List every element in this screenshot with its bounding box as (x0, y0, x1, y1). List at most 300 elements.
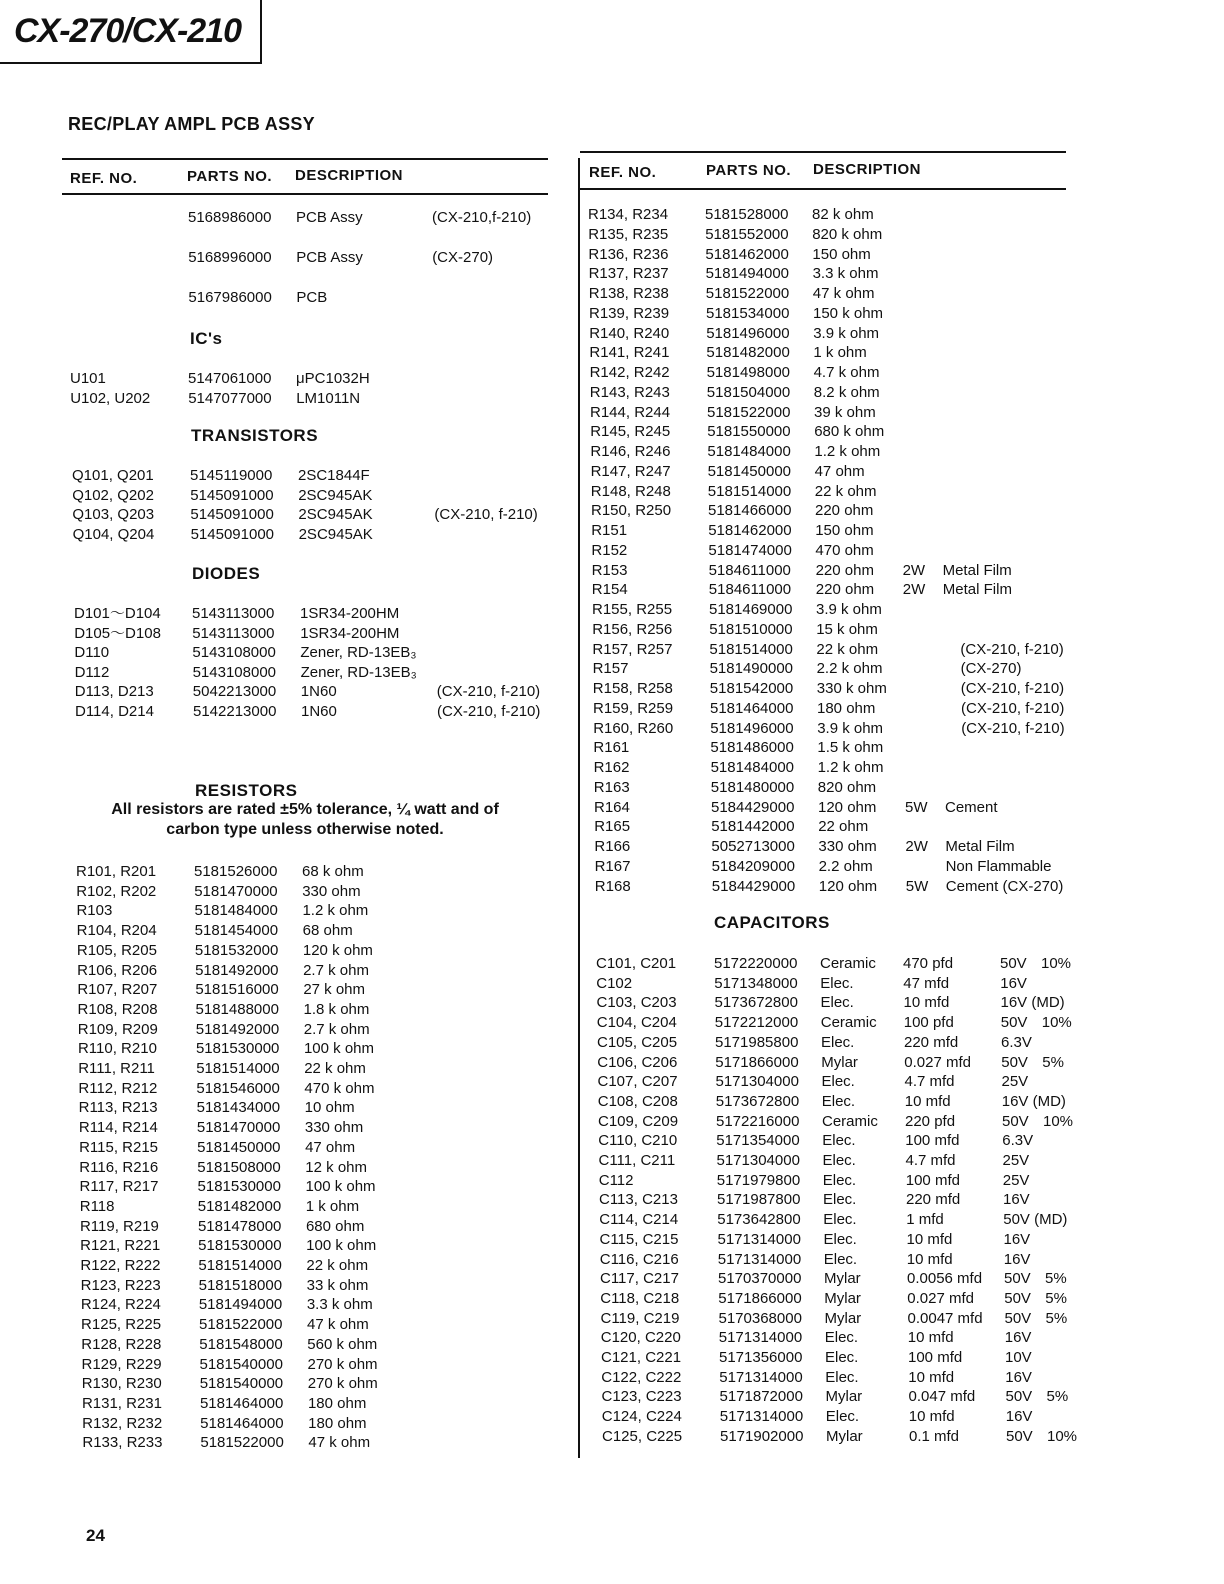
parts-no: 5184209000 (711, 857, 796, 875)
description: 47 k ohm (308, 1434, 371, 1452)
left-header-top-rule (62, 158, 548, 160)
parts-no: 5181478000 (197, 1217, 282, 1235)
ref-no: R105, R205 (76, 941, 157, 959)
note: (CX-210, f-210) (961, 719, 1065, 737)
note: Cement (CX-270) (945, 877, 1064, 895)
parts-no: 5181504000 (706, 383, 791, 401)
parts-no: 5181464000 (710, 699, 794, 717)
parts-no: 5170370000 (718, 1270, 802, 1288)
description: 100 k ohm (303, 1040, 375, 1058)
ref-no: C108, C208 (597, 1092, 678, 1110)
note: (CX-270) (960, 660, 1022, 678)
parts-no: 5147077000 (188, 389, 272, 407)
note: Non Flammable (945, 857, 1052, 875)
cap-type: Elec. (825, 1368, 859, 1386)
cap-type: Mylar (825, 1388, 863, 1406)
parts-no: 5181514000 (707, 482, 792, 500)
ref-no: R157 (592, 660, 629, 678)
cap-type: Elec. (822, 1132, 856, 1150)
note: (CX-270) (432, 249, 494, 266)
description: 120 ohm (818, 877, 878, 895)
description: 1SR34-200HM (300, 605, 400, 622)
ref-no: Q102, Q202 (72, 486, 154, 504)
ref-no: R133, R233 (82, 1434, 163, 1452)
description: 2SC945AK (298, 506, 373, 524)
description: 1.2 k ohm (817, 759, 884, 776)
cap-type: Elec. (820, 994, 854, 1012)
cap-type: Mylar (824, 1270, 861, 1288)
ref-no: R115, R215 (79, 1138, 159, 1156)
parts-no: 5171314000 (718, 1329, 803, 1347)
description: 1.8 k ohm (303, 1000, 370, 1018)
description: 120 k ohm (302, 941, 373, 959)
voltage: 50V (1002, 1112, 1029, 1130)
ref-no: R152 (591, 541, 628, 559)
ref-no: R118 (79, 1197, 115, 1215)
parts-no: 5171304000 (716, 1152, 800, 1169)
parts-no: 5052713000 (711, 838, 795, 855)
description: 68 k ohm (302, 863, 364, 880)
spec: 2W (905, 838, 928, 855)
parts-no: 5171356000 (719, 1349, 803, 1366)
tolerance: 5% (1042, 1053, 1064, 1071)
description: 22 k ohm (814, 482, 877, 500)
cap-value: 10 mfd (906, 1230, 953, 1248)
ref-no: R159, R259 (593, 699, 674, 717)
voltage: 16V (1000, 974, 1027, 992)
ref-no: R148, R248 (590, 482, 671, 500)
description: 680 k ohm (814, 423, 885, 441)
parts-no: 5181522000 (200, 1434, 284, 1452)
description: 68 ohm (302, 922, 353, 940)
parts-no: 5143113000 (192, 605, 275, 622)
parts-no: 5170368000 (718, 1309, 802, 1327)
ref-no: R104, R204 (76, 922, 157, 940)
parts-no: 5181550000 (707, 423, 791, 441)
parts-no: 5181482000 (706, 344, 790, 362)
right-col-ref: REF. NO. (589, 164, 657, 181)
ref-no: R109, R209 (77, 1020, 158, 1038)
ref-no: R150, R250 (591, 502, 672, 520)
description: 82 k ohm (812, 206, 874, 223)
description: 3.3 k ohm (306, 1296, 373, 1314)
ics-heading: IC's (190, 329, 223, 348)
parts-no: 5181442000 (711, 818, 795, 836)
parts-no: 5173642800 (717, 1211, 801, 1229)
parts-no: 5181434000 (196, 1099, 281, 1117)
voltage: 16V (1003, 1230, 1031, 1248)
description: 2SC1844F (298, 467, 370, 484)
ref-no: R124, R224 (80, 1296, 161, 1314)
description: 100 k ohm (306, 1237, 377, 1255)
description: 820 ohm (817, 778, 877, 796)
tolerance: 5% (1045, 1270, 1067, 1288)
parts-no: 5181492000 (195, 1020, 280, 1038)
description: Zener, RD-13EB₃ (300, 644, 417, 662)
parts-no: 5181516000 (195, 981, 279, 999)
ref-no: R141, R241 (589, 344, 670, 362)
description: 15 k ohm (816, 620, 878, 638)
ref-no: R110, R210 (77, 1040, 157, 1058)
voltage: 50V (1000, 1014, 1028, 1032)
parts-no: 5145119000 (190, 467, 273, 484)
ref-no: R108, R208 (77, 1000, 158, 1018)
ref-no: R165 (594, 818, 631, 836)
cap-type: Mylar (824, 1289, 861, 1307)
description: 22 k ohm (304, 1060, 366, 1077)
tolerance: 10% (1041, 1014, 1072, 1032)
description: 3.3 k ohm (812, 265, 879, 283)
voltage: 50V (1001, 1053, 1028, 1071)
parts-no: 5168986000 (188, 209, 272, 226)
parts-no: 5181486000 (710, 739, 794, 757)
description: 47 ohm (305, 1138, 356, 1156)
cap-type: Elec. (825, 1349, 859, 1366)
parts-no: 5181482000 (197, 1197, 282, 1215)
parts-no: 5181494000 (705, 265, 790, 283)
cap-type: Ceramic (822, 1112, 878, 1130)
description: 220 ohm (815, 581, 875, 599)
description: 47 ohm (814, 462, 865, 480)
cap-value: 220 pfd (905, 1112, 956, 1130)
parts-no: 5181530000 (197, 1178, 281, 1196)
parts-no: 5171348000 (714, 974, 798, 992)
ref-no: R142, R242 (589, 364, 670, 381)
parts-no: 5181542000 (709, 680, 794, 697)
parts-no: 5181540000 (199, 1355, 283, 1373)
description: PCB Assy (296, 249, 363, 266)
ref-no: D105～D108 (74, 624, 161, 642)
cap-value: 47 mfd (903, 974, 950, 992)
parts-no: 5167986000 (188, 289, 272, 306)
ref-no: C101, C201 (596, 955, 677, 972)
transistors-heading: TRANSISTORS (191, 426, 319, 445)
ref-no: R125, R225 (81, 1316, 162, 1334)
parts-no: 5143113000 (192, 624, 275, 642)
description: 680 ohm (305, 1217, 365, 1235)
ref-no: R160, R260 (593, 719, 674, 737)
voltage: 10V (1005, 1349, 1032, 1366)
ref-no: R135, R235 (588, 225, 669, 243)
voltage: 25V (1002, 1171, 1030, 1189)
ref-no: R138, R238 (588, 285, 669, 302)
parts-no: 5181462000 (705, 245, 789, 263)
description: 1 k ohm (305, 1197, 360, 1215)
ref-no: C122, C222 (601, 1368, 682, 1386)
cap-value: 0.0056 mfd (907, 1270, 983, 1288)
parts-no: 5181498000 (706, 364, 791, 381)
ref-no: C111, C211 (598, 1152, 676, 1169)
ref-no: R163 (593, 778, 630, 796)
page-number: 24 (86, 1526, 105, 1545)
description: 270 k ohm (307, 1375, 378, 1393)
voltage: 25V (1002, 1152, 1030, 1169)
voltage: 50V (1004, 1270, 1031, 1288)
description: 470 k ohm (304, 1079, 375, 1097)
ref-no: R156, R256 (592, 620, 673, 638)
description: 22 k ohm (306, 1257, 369, 1274)
cap-value: 470 pfd (903, 955, 954, 972)
parts-no: 5181514000 (196, 1060, 280, 1077)
ref-no: R161 (593, 739, 630, 757)
voltage: 50V (1004, 1309, 1032, 1327)
parts-no: 5181464000 (199, 1394, 284, 1412)
ref-no: U101 (70, 370, 106, 387)
parts-no: 5181540000 (199, 1375, 284, 1393)
ref-no: D101～D104 (74, 605, 161, 622)
parts-no: 5181534000 (706, 304, 790, 322)
description: 2.7 k ohm (303, 961, 369, 979)
parts-no: 5181548000 (199, 1335, 283, 1353)
cap-value: 10 mfd (907, 1329, 954, 1347)
parts-no: 5184611000 (708, 561, 791, 579)
parts-no: 5181496000 (710, 719, 794, 737)
parts-no: 5184429000 (711, 877, 796, 895)
ref-no: C105, C205 (597, 1033, 678, 1051)
parts-no: 5181514000 (198, 1257, 282, 1274)
description: 330 k ohm (816, 680, 887, 697)
cap-type: Elec. (821, 1092, 856, 1110)
ref-no: C119, C219 (600, 1309, 680, 1327)
voltage: 16V (1003, 1191, 1030, 1209)
resistors-note-line-1: All resistors are rated ±5% tolerance, ¼ watt and of (111, 801, 499, 818)
parts-no: 5145091000 (190, 525, 275, 543)
ref-no: R112, R212 (78, 1079, 158, 1097)
description: 3.9 k ohm (813, 324, 880, 342)
description: 39 k ohm (814, 403, 876, 421)
parts-no: 5181532000 (194, 941, 279, 959)
cap-type: Elec. (821, 1073, 855, 1091)
parts-no: 5172212000 (714, 1014, 799, 1032)
parts-no: 5171314000 (719, 1408, 804, 1426)
resistors-heading: RESISTORS (195, 781, 298, 800)
ref-no: R119, R219 (79, 1217, 159, 1235)
cap-type: Elec. (821, 1033, 855, 1051)
ref-no: R117, R217 (79, 1178, 159, 1196)
ref-no: R144, R244 (590, 403, 671, 421)
voltage: 50V (1006, 1427, 1033, 1445)
cap-value: 10 mfd (906, 1250, 953, 1268)
description: 100 k ohm (305, 1178, 376, 1196)
parts-no: 5181522000 (199, 1316, 283, 1334)
ref-no: C104, C204 (596, 1014, 677, 1032)
right-col-desc: DESCRIPTION (813, 161, 922, 178)
ref-no: R143, R243 (589, 383, 670, 401)
description: 2.7 k ohm (303, 1020, 370, 1038)
description: 3.9 k ohm (817, 719, 884, 737)
ref-no: R136, R236 (588, 245, 669, 263)
cap-value: 10 mfd (904, 1092, 951, 1110)
ref-no: C118, C218 (600, 1289, 680, 1307)
parts-no: 5145091000 (190, 486, 274, 504)
ref-no: R129, R229 (81, 1355, 162, 1373)
description: 27 k ohm (303, 981, 366, 999)
parts-no: 5184611000 (708, 581, 792, 599)
ref-no: R111, R211 (78, 1060, 155, 1077)
tolerance: 10% (1047, 1427, 1078, 1445)
ref-no: R101, R201 (76, 863, 157, 880)
description: 820 k ohm (812, 225, 883, 243)
description: 270 k ohm (307, 1355, 378, 1373)
ref-no: R103 (76, 902, 113, 920)
ref-no: C114, C214 (599, 1211, 679, 1229)
parts-no: 5181546000 (196, 1079, 280, 1097)
right-header-bottom-rule (580, 188, 1066, 190)
parts-no: 5181450000 (197, 1138, 281, 1156)
ref-no: R155, R255 (592, 601, 673, 618)
description: 330 ohm (304, 1119, 364, 1137)
description: 180 ohm (308, 1414, 367, 1432)
parts-no: 5181522000 (707, 403, 791, 421)
ref-no: C120, C220 (600, 1329, 681, 1347)
ref-no: C110, C210 (598, 1132, 678, 1150)
parts-no: 5181518000 (198, 1276, 283, 1294)
parts-no: 5181484000 (710, 759, 795, 776)
tolerance: 5% (1046, 1388, 1069, 1406)
cap-value: 0.027 mfd (904, 1053, 971, 1071)
ref-no: R113, R213 (78, 1099, 158, 1117)
description: 330 ohm (818, 838, 877, 855)
cap-type: Elec. (823, 1211, 857, 1229)
description: 4.7 k ohm (813, 364, 880, 381)
voltage: 16V (1005, 1408, 1033, 1426)
ref-no: Q101, Q201 (72, 467, 154, 484)
parts-no: 5171314000 (717, 1230, 801, 1248)
description: 33 k ohm (306, 1276, 369, 1294)
description: 1 k ohm (813, 344, 867, 362)
description: 1SR34-200HM (300, 624, 400, 642)
parts-no: 5181484000 (707, 443, 791, 460)
ref-no: R116, R216 (79, 1158, 159, 1176)
note: (CX-210, f-210) (961, 699, 1065, 717)
ref-no: R131, R231 (81, 1394, 162, 1412)
parts-no: 5173672800 (714, 994, 798, 1012)
spec: 5W (905, 877, 929, 895)
parts-no: 5173672800 (715, 1092, 800, 1110)
parts-no: 5181469000 (709, 601, 793, 618)
cap-type: Elec. (824, 1329, 859, 1347)
cap-value: 4.7 mfd (905, 1152, 956, 1169)
ref-no: C113, C213 (599, 1191, 678, 1209)
ref-no: R106, R206 (77, 961, 158, 979)
description: 1.2 k ohm (302, 902, 369, 920)
cap-type: Elec. (823, 1230, 857, 1248)
voltage: 16V (1004, 1329, 1032, 1347)
parts-no: 5184429000 (711, 798, 795, 816)
ref-no: R102, R202 (76, 882, 157, 900)
cap-type: Elec. (822, 1171, 857, 1189)
description: 220 ohm (815, 502, 874, 520)
parts-no: 5168996000 (188, 249, 272, 266)
ref-no: C121, C221 (601, 1349, 682, 1366)
cap-type: Ceramic (820, 1014, 877, 1032)
description: 220 ohm (815, 561, 874, 579)
voltage: 50V (1005, 1388, 1033, 1406)
cap-value: 10 mfd (908, 1368, 955, 1386)
parts-no: 5145091000 (190, 506, 274, 524)
parts-no: 5181514000 (709, 640, 793, 658)
parts-no: 5172216000 (716, 1112, 800, 1130)
cap-type: Mylar (824, 1309, 862, 1327)
voltage: 16V (1003, 1250, 1031, 1268)
cap-value: 1 mfd (906, 1211, 944, 1229)
column-divider (578, 158, 580, 1458)
parts-no: 5181508000 (197, 1158, 281, 1176)
ref-no: C103, C203 (596, 994, 677, 1012)
cap-type: Ceramic (820, 955, 876, 972)
cap-value: 100 mfd (905, 1171, 960, 1189)
ref-no: R145, R245 (590, 423, 671, 441)
parts-no: 5171866000 (718, 1289, 802, 1307)
parts-no: 5172220000 (714, 955, 798, 972)
cap-type: Elec. (820, 974, 854, 992)
spec: 5W (905, 798, 928, 816)
parts-no: 5181474000 (708, 541, 792, 559)
ref-no: D110 (74, 644, 110, 662)
left-col-parts: PARTS NO. (187, 168, 273, 185)
description: 150 ohm (812, 245, 871, 263)
ref-no: R166 (594, 838, 631, 855)
parts-no: 5147061000 (188, 370, 272, 387)
ref-no: C117, C217 (600, 1270, 679, 1288)
right-header-top-rule (580, 151, 1066, 153)
parts-no: 5143108000 (192, 644, 276, 662)
parts-no: 5181470000 (194, 882, 278, 900)
parts-no: 5181492000 (195, 961, 279, 979)
ref-no: R107, R207 (77, 981, 158, 999)
note: Metal Film (942, 561, 1012, 579)
diodes-heading: DIODES (192, 564, 261, 583)
note: Metal Film (942, 581, 1012, 599)
cap-type: Elec. (823, 1250, 858, 1268)
parts-no: 5181526000 (194, 863, 278, 880)
voltage: 50V (1004, 1289, 1031, 1307)
parts-no: 5171354000 (716, 1132, 800, 1150)
parts-no: 5181522000 (705, 285, 790, 302)
left-header-bottom-rule (62, 193, 548, 195)
ref-no: C116, C216 (599, 1250, 679, 1268)
description: 150 ohm (815, 522, 874, 539)
cap-value: 0.027 mfd (907, 1289, 974, 1307)
ref-no: R168 (594, 877, 631, 895)
description: 1.5 k ohm (817, 739, 884, 757)
voltage: 50V (1000, 955, 1027, 972)
ref-no: R132, R232 (82, 1414, 163, 1432)
note: (CX-210,f-210) (432, 209, 532, 226)
description: 2.2 k ohm (816, 660, 883, 678)
parts-no: 5181462000 (708, 522, 792, 539)
description: 22 ohm (818, 818, 869, 836)
description: LM1011N (296, 389, 361, 407)
description: 47 k ohm (307, 1316, 369, 1334)
voltage: 6.3V (1001, 1033, 1032, 1051)
ref-no: R167 (594, 857, 631, 875)
ref-no: U102, U202 (70, 389, 151, 407)
cap-type: Mylar (821, 1053, 858, 1071)
description: PCB (296, 289, 328, 306)
description: 180 ohm (817, 699, 876, 717)
voltage: 25V (1001, 1073, 1029, 1091)
cap-value: 100 mfd (905, 1132, 960, 1150)
parts-no: 5181454000 (194, 922, 279, 940)
tolerance: 10% (1043, 1112, 1074, 1130)
cap-value: 220 mfd (906, 1191, 961, 1209)
model-title: CX-270/CX-210 (0, 0, 262, 64)
parts-no: 5181464000 (200, 1414, 284, 1432)
description: 47 k ohm (812, 285, 875, 302)
parts-no: 5181496000 (706, 324, 790, 342)
section-title: REC/PLAY AMPL PCB ASSY (68, 114, 315, 134)
